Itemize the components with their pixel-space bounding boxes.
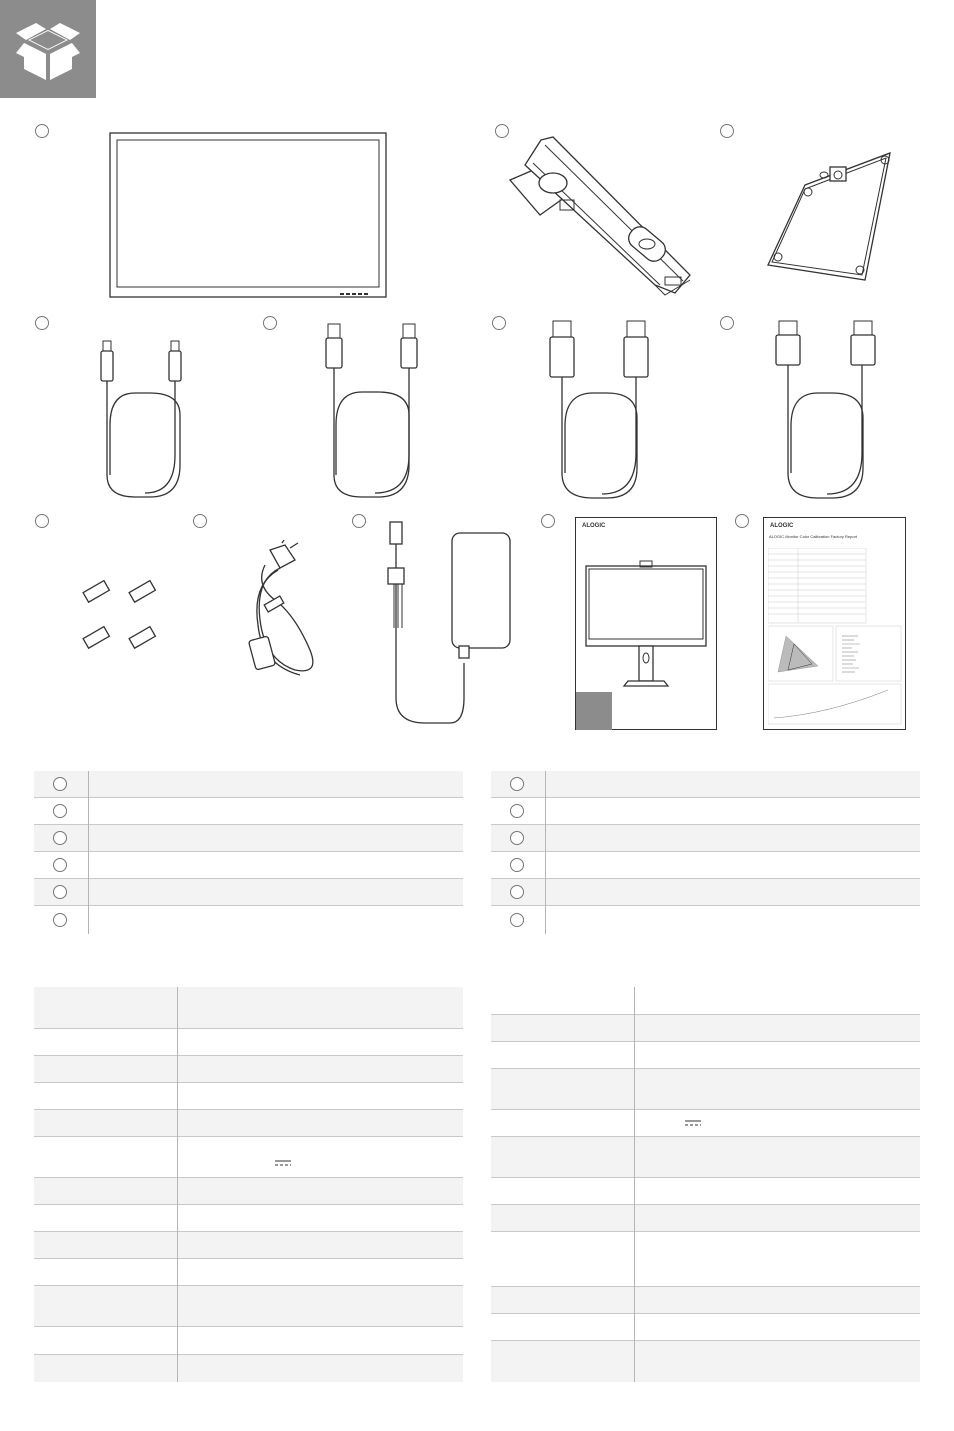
spec-divider (177, 987, 178, 1382)
spec-row (34, 1355, 463, 1382)
guide-brand-logo: ALOGIC (582, 523, 606, 529)
hdmi-cable-illustration (770, 318, 880, 503)
header-box-icon-tile (0, 0, 96, 98)
spec-row (34, 1259, 463, 1286)
item-number-circle (510, 913, 524, 927)
item-number-circle (53, 831, 67, 845)
spec-divider (634, 987, 635, 1382)
item-number-circle (510, 858, 524, 872)
usb-c-cable-illustration (95, 335, 195, 505)
item-number-circle (35, 124, 49, 138)
spec-row (491, 1341, 920, 1382)
spec-row (491, 1110, 920, 1137)
item-number-circle (352, 514, 366, 528)
item-number-circle (53, 804, 67, 818)
legend-row (34, 798, 463, 825)
item-number-circle (35, 316, 49, 330)
dc-symbol-icon (274, 1159, 292, 1167)
legend-row (34, 771, 463, 798)
spec-row (34, 1327, 463, 1355)
item-number-circle (53, 885, 67, 899)
item-number-circle (510, 885, 524, 899)
spec-row (34, 1056, 463, 1083)
item-number-circle (35, 514, 49, 528)
item-number-circle (53, 913, 67, 927)
legend-divider (88, 771, 89, 934)
spec-row (491, 1015, 920, 1042)
guide-monitor-image (584, 558, 710, 693)
stand-arm-illustration (505, 135, 695, 300)
spec-row (34, 1029, 463, 1056)
spec-table-left (34, 987, 463, 1382)
item-number-circle (492, 316, 506, 330)
legend-row (34, 852, 463, 879)
component-legend-right (491, 771, 920, 934)
item-number-circle (720, 316, 734, 330)
component-legend-left (34, 771, 463, 934)
spec-row (491, 1042, 920, 1069)
spec-row (34, 1110, 463, 1137)
dc-symbol-icon (684, 1119, 702, 1127)
spec-row (34, 1232, 463, 1259)
item-number-circle (510, 804, 524, 818)
item-number-circle (541, 514, 555, 528)
spec-row (34, 1205, 463, 1232)
report-brand-logo: ALOGIC (770, 523, 794, 529)
item-number-circle (53, 858, 67, 872)
mounting-screws-illustration (78, 572, 168, 657)
item-number-circle (53, 777, 67, 791)
power-adapter-illustration (380, 518, 515, 728)
monitor-panel-illustration (108, 130, 390, 300)
legend-row (491, 798, 920, 825)
legend-row (34, 906, 463, 934)
item-number-circle (510, 831, 524, 845)
quick-start-guide-document (575, 517, 717, 730)
legend-row (491, 906, 920, 934)
calibration-report-document (763, 517, 906, 730)
legend-row (34, 879, 463, 906)
displayport-cable-illustration (545, 318, 655, 503)
spec-row (34, 1178, 463, 1205)
legend-row (491, 852, 920, 879)
item-number-circle (263, 316, 277, 330)
spec-row (491, 1314, 920, 1341)
item-number-circle (193, 514, 207, 528)
report-title: ALOGIC Monitor Color Calibration Factory Report (769, 534, 858, 539)
power-cord-illustration (240, 540, 325, 690)
legend-row (491, 771, 920, 798)
item-number-circle (720, 124, 734, 138)
spec-row (491, 1069, 920, 1110)
open-box-icon (0, 0, 96, 98)
spec-row (34, 1286, 463, 1327)
spec-row (491, 1287, 920, 1314)
item-number-circle (510, 777, 524, 791)
item-number-circle (735, 514, 749, 528)
spec-row (491, 1205, 920, 1232)
legend-row (491, 879, 920, 906)
spec-row (34, 987, 463, 1029)
guide-gray-block (576, 692, 612, 730)
legend-row (34, 825, 463, 852)
spec-row (34, 1083, 463, 1110)
spec-row (491, 1178, 920, 1205)
spec-row (34, 1137, 463, 1178)
spec-row (491, 1137, 920, 1178)
spec-row (491, 1232, 920, 1287)
usb-a-b-cable-illustration (320, 320, 420, 505)
legend-divider (545, 771, 546, 934)
spec-row (491, 987, 920, 1015)
legend-row (491, 825, 920, 852)
report-content-graphics (768, 548, 903, 728)
stand-base-illustration (760, 145, 900, 285)
spec-table-right (491, 987, 920, 1382)
